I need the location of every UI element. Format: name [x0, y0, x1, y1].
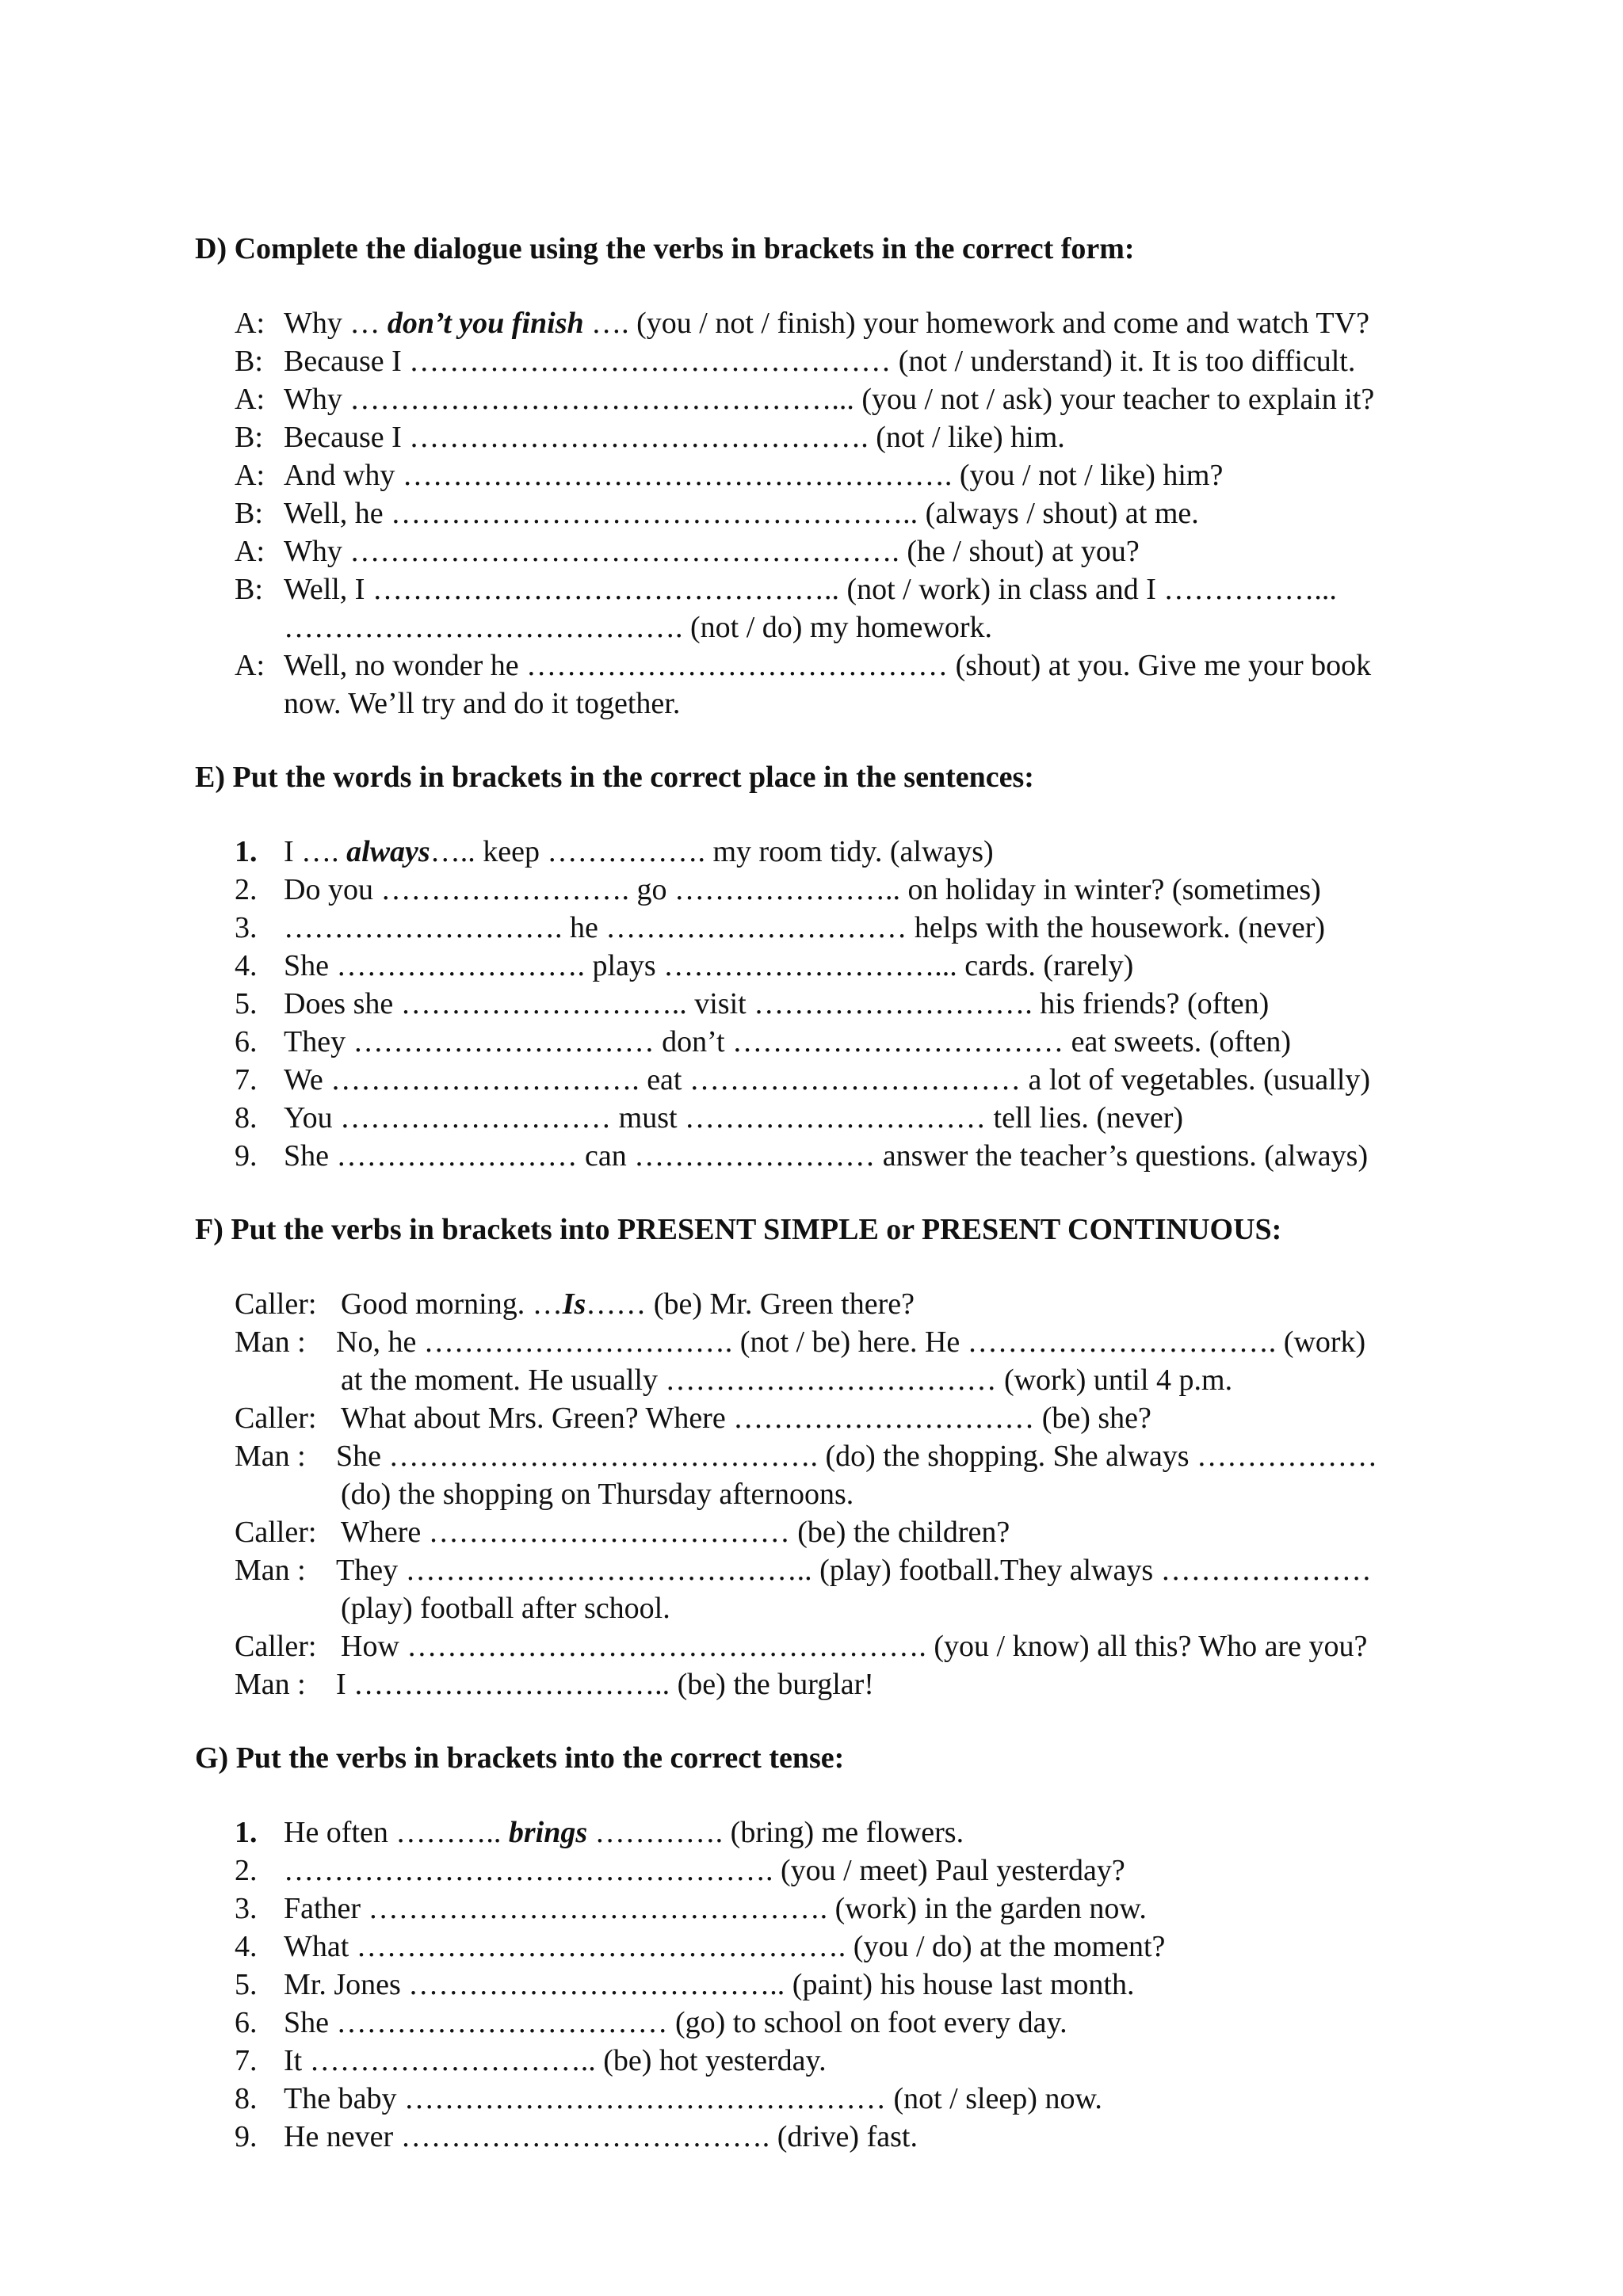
item-text: Does she ……………………….. visit ………………………. his friends? (often): [284, 987, 1270, 1020]
dialogue-text: Why ………………………………………………. (he / shout) at you?: [284, 535, 1140, 568]
item-text: ………………………. he ………………………… helps with the housework. (never): [284, 911, 1326, 944]
example-answer: brings: [508, 1816, 588, 1849]
dialogue-text: Because I ………………………………………. (not / like) him.: [284, 421, 1065, 454]
dialogue-text: at the moment. He usually …………………………… (work) until 4 p.m.: [341, 1363, 1233, 1397]
section-f-title: F) Put the verbs in brackets into PRESENT SIMPLE or PRESENT CONTINUOUS:: [195, 1213, 1282, 1246]
item-text: It ……………………….. (be) hot yesterday.: [284, 2044, 827, 2077]
item-number: 1.: [235, 1816, 258, 1849]
item-text: She …………………… can …………………… answer the teacher’s questions. (always): [284, 1139, 1369, 1173]
dialogue-text: Where ……………………………… (be) the children?: [341, 1516, 1010, 1549]
speaker-label: A:: [235, 649, 265, 682]
dialogue-text: What about Mrs. Green? Where ………………………… (be) she?: [341, 1402, 1151, 1435]
dialogue-text: They ………………………………….. (play) football.They always …………………: [336, 1554, 1372, 1587]
item-text: I …. always….. keep ……………. my room tidy. (always): [284, 835, 994, 868]
dialogue-text: Because I ………………………………………… (not / understand) it. It is too difficult.: [284, 345, 1356, 378]
section-e-title: E) Put the words in brackets in the correct place in the sentences:: [195, 761, 1034, 794]
section-g-title: G) Put the verbs in brackets into the correct tense:: [195, 1741, 845, 1775]
speaker-label: Man :: [235, 1440, 306, 1473]
item-text: He never ………………………………. (drive) fast.: [284, 2120, 918, 2153]
dialogue-text: Why …………………………………………... (you / not / ask) your teacher to explain it?: [284, 383, 1375, 416]
speaker-label: Man :: [235, 1554, 306, 1587]
speaker-label: A:: [235, 307, 265, 340]
item-number: 8.: [235, 1101, 258, 1135]
item-number: 6.: [235, 2006, 258, 2039]
speaker-label: Man :: [235, 1325, 306, 1359]
dialogue-text: now. We’ll try and do it together.: [284, 687, 681, 720]
item-number: 2.: [235, 1854, 258, 1887]
item-text: You ……………………… must ………………………… tell lies. (never): [284, 1101, 1184, 1135]
item-number: 3.: [235, 911, 258, 944]
dialogue-text: And why ………………………………………………. (you / not / like) him?: [284, 459, 1224, 492]
speaker-label: Caller:: [235, 1402, 317, 1435]
dialogue-text: Well, I ……………………………………….. (not / work) in class and I ……………...: [284, 573, 1337, 606]
item-number: 2.: [235, 873, 258, 906]
item-text: She ……………………. plays ………………………... cards. (rarely): [284, 949, 1134, 982]
speaker-label: A:: [235, 459, 265, 492]
item-number: 8.: [235, 2082, 258, 2115]
speaker-label: A:: [235, 535, 265, 568]
speaker-label: B:: [235, 421, 263, 454]
dialogue-text: (play) football after school.: [341, 1592, 670, 1625]
item-number: 4.: [235, 949, 258, 982]
item-text: Do you ……………………. go ………………….. on holiday in winter? (sometimes): [284, 873, 1321, 906]
item-text: They ………………………… don’t …………………………… eat sweets. (often): [284, 1025, 1292, 1058]
dialogue-text: How ……………………………………………. (you / know) all this? Who are you?: [341, 1630, 1368, 1663]
speaker-label: B:: [235, 573, 263, 606]
item-text: We …………………………. eat …………………………… a lot of vegetables. (usually): [284, 1063, 1371, 1097]
dialogue-text: Well, he …………………………………………….. (always / shout) at me.: [284, 497, 1199, 530]
speaker-label: B:: [235, 345, 263, 378]
dialogue-text: She ……………………………………. (do) the shopping. She always ………………: [336, 1440, 1378, 1473]
item-number: 3.: [235, 1892, 258, 1925]
example-answer: Is: [562, 1287, 586, 1321]
item-number: 9.: [235, 1139, 258, 1173]
example-answer: don’t you finish: [387, 307, 584, 340]
dialogue-text: Why … don’t you finish …. (you / not / finish) your homework and come and watch TV?: [284, 307, 1369, 340]
item-number: 6.: [235, 1025, 258, 1058]
dialogue-text: No, he …………………………. (not / be) here. He …………………………. (work): [336, 1325, 1366, 1359]
item-number: 4.: [235, 1930, 258, 1963]
item-text: He often ……….. brings …………. (bring) me flowers.: [284, 1816, 964, 1849]
item-text: …………………………………………. (you / meet) Paul yesterday?: [284, 1854, 1125, 1887]
item-number: 5.: [235, 1968, 258, 2001]
speaker-label: Caller:: [235, 1630, 317, 1663]
item-text: The baby ………………………………………… (not / sleep) now.: [284, 2082, 1102, 2115]
item-text: What …………………………………………. (you / do) at the moment?: [284, 1930, 1166, 1963]
item-text: Father ………………………………………. (work) in the garden now.: [284, 1892, 1147, 1925]
item-number: 9.: [235, 2120, 258, 2153]
dialogue-text: I ………………………….. (be) the burglar!: [336, 1668, 874, 1701]
example-answer: always: [346, 835, 430, 868]
section-d-title: D) Complete the dialogue using the verbs in brackets in the correct form:: [195, 232, 1135, 265]
dialogue-text: Good morning. …Is…… (be) Mr. Green there?: [341, 1287, 915, 1321]
dialogue-text: …………………………………. (not / do) my homework.: [284, 611, 993, 644]
speaker-label: B:: [235, 497, 263, 530]
item-number: 7.: [235, 1063, 258, 1097]
speaker-label: A:: [235, 383, 265, 416]
item-number: 5.: [235, 987, 258, 1020]
item-number: 7.: [235, 2044, 258, 2077]
item-text: Mr. Jones ……………………………….. (paint) his house last month.: [284, 1968, 1135, 2001]
speaker-label: Caller:: [235, 1516, 317, 1549]
item-text: She …………………………… (go) to school on foot every day.: [284, 2006, 1067, 2039]
dialogue-text: Well, no wonder he …………………………………… (shout) at you. Give me your book: [284, 649, 1372, 682]
dialogue-text: (do) the shopping on Thursday afternoons.: [341, 1478, 854, 1511]
speaker-label: Man :: [235, 1668, 306, 1701]
item-number: 1.: [235, 835, 258, 868]
speaker-label: Caller:: [235, 1287, 317, 1321]
